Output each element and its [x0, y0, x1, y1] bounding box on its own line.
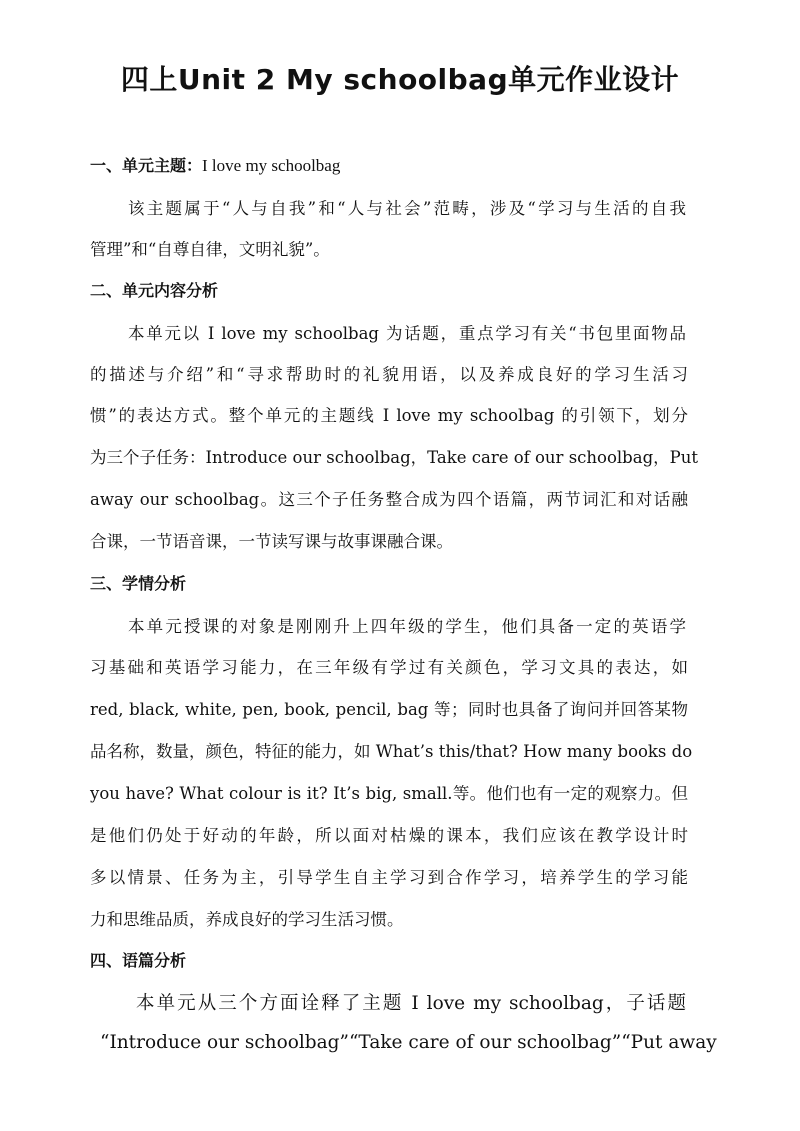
section-heading-learner-analysis: 三、学情分析 — [90, 574, 187, 593]
paragraph-line: 为三个子任务：Introduce our schoolbag，Take care of our schoolbag，Put — [90, 448, 698, 467]
paragraph-line: 品名称，数量，颜色，特征的能力，如 What’s this/that? How many books do — [90, 742, 693, 761]
paragraph-line: 惯”的表达方式。整个单元的主题线 I love my schoolbag 的引领下，划分 — [90, 406, 688, 425]
paragraph-line: 是他们仍处于好动的年龄，所以面对枯燥的课本，我们应该在教学设计时 — [90, 826, 688, 845]
section-heading-content-analysis: 二、单元内容分析 — [90, 281, 219, 300]
paragraph-line: red, black, white, pen, book, pencil, bag 等；同时也具备了询问并回答某物 — [90, 700, 688, 719]
paragraph-line: 的描述与介绍”和“寻求帮助时的礼貌用语，以及养成良好的学习生活习 — [90, 365, 688, 384]
document-title: 四上Unit 2 My schoolbag单元作业设计 — [120, 63, 680, 96]
paragraph-line: 力和思维品质，养成良好的学习生活习惯。 — [90, 910, 404, 929]
paragraph-line: 该主题属于“人与自我”和“人与社会”范畴，涉及“学习与生活的自我 — [128, 199, 686, 218]
section-heading-value: I love my schoolbag — [202, 156, 341, 175]
paragraph-line: 本单元从三个方面诠释了主题 I love my schoolbag，子话题 — [136, 993, 686, 1014]
paragraph-line: 习基础和英语学习能力，在三年级有学过有关颜色，学习文具的表达，如 — [90, 658, 688, 677]
paragraph-line: away our schoolbag。这三个子任务整合成为四个语篇，两节词汇和对话融 — [90, 490, 688, 509]
paragraph-line: 管理”和“自尊自律，文明礼貌”。 — [90, 240, 330, 259]
paragraph-line: “Introduce our schoolbag”“Take care of our schoolbag”“Put away — [100, 1032, 717, 1053]
section-heading-label: 一、单元主题： — [90, 156, 203, 175]
paragraph-line: you have? What colour is it? It’s big, small.等。他们也有一定的观察力。但 — [90, 784, 688, 803]
paragraph-line: 本单元以 I love my schoolbag 为话题，重点学习有关“书包里面物品 — [128, 324, 686, 343]
paragraph-line: 多以情景、任务为主，引导学生自主学习到合作学习，培养学生的学习能 — [90, 868, 688, 887]
paragraph-line: 本单元授课的对象是刚刚升上四年级的学生，他们具备一定的英语学 — [128, 617, 686, 636]
section-heading-text-analysis: 四、语篇分析 — [90, 951, 187, 970]
section-heading-theme — [90, 153, 340, 176]
paragraph-line: 合课，一节语音课，一节读写课与故事课融合课。 — [90, 532, 453, 551]
